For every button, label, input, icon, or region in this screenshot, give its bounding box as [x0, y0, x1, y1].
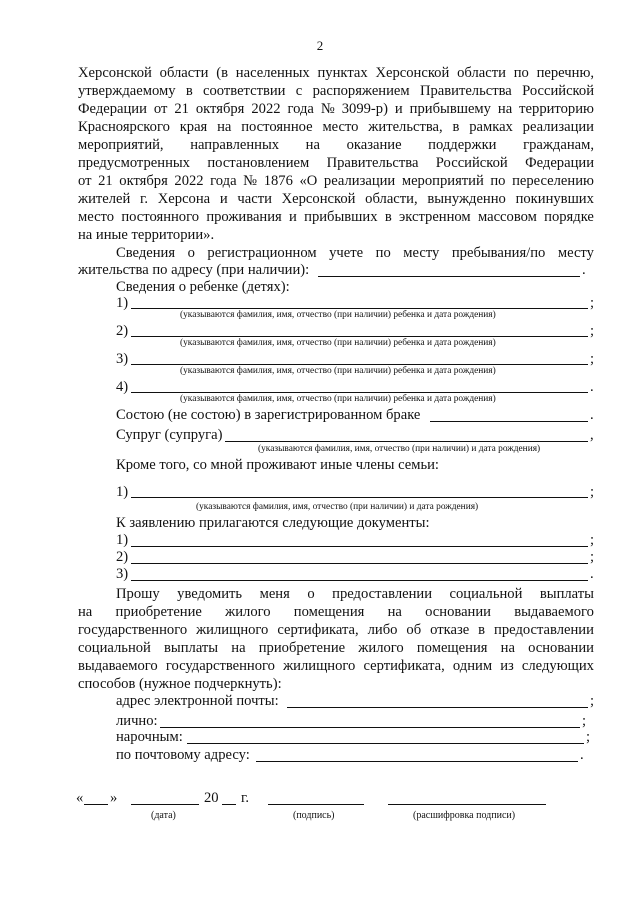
word: (в: [216, 65, 228, 81]
word: реализации: [522, 119, 594, 135]
word: Херсона: [157, 191, 211, 207]
word: приобретение: [258, 640, 346, 656]
word: жилого: [358, 640, 404, 656]
word: Правительства: [419, 83, 512, 99]
word: уведомить: [177, 586, 243, 602]
word: №: [320, 101, 335, 117]
word: населенных: [235, 65, 310, 81]
word: на: [500, 640, 515, 656]
para1-line-3: [78, 102, 594, 117]
word: Херсонской: [78, 65, 152, 81]
child-3-field[interactable]: [131, 364, 588, 365]
word: жителей: [78, 191, 131, 207]
word: жилищного: [283, 658, 356, 674]
method-courier-end: ;: [586, 729, 591, 745]
word: месту: [403, 245, 440, 261]
word: на: [231, 640, 246, 656]
word: основании: [528, 640, 594, 656]
word: выплаты: [539, 586, 594, 602]
method-email-label: адрес электронной почты:: [116, 693, 279, 709]
child-3-caption: (указываются фамилия, имя, отчество (при наличии) ребенка и дата рождения): [180, 366, 496, 376]
word: о: [307, 586, 315, 602]
word: соответствии: [203, 83, 286, 99]
word: выдаваемого: [514, 604, 594, 620]
method-email-field[interactable]: [287, 707, 588, 708]
para1-line-4: [78, 120, 594, 135]
child-1-caption: (указываются фамилия, имя, отчество (при наличии) ребенка и дата рождения): [180, 310, 496, 320]
para1-line-1: [78, 66, 594, 81]
word: на: [305, 137, 320, 153]
child-2-caption: (указываются фамилия, имя, отчество (при наличии) ребенка и дата рождения): [180, 338, 496, 348]
word: выдаваемого: [78, 658, 158, 674]
child-2-field[interactable]: [131, 336, 588, 337]
word: Херсонской: [281, 191, 356, 207]
child-4-end: .: [590, 379, 594, 395]
word: учете: [329, 245, 364, 261]
word: Правительства: [326, 155, 419, 171]
word: Прошу: [116, 586, 160, 602]
word: социальной: [78, 640, 151, 656]
word: пребывания/по: [451, 245, 546, 261]
date-year-suffix: г.: [241, 790, 249, 806]
document-3-number: 3): [116, 566, 129, 582]
document-1-field[interactable]: [131, 546, 588, 547]
word: регистрационном: [207, 245, 317, 261]
word: области: [457, 65, 506, 81]
para1-line-7: [78, 174, 594, 189]
word: сертификата,: [277, 622, 359, 638]
page-number: 2: [316, 38, 324, 53]
child-1-number: 1): [116, 295, 129, 311]
word: покинувших: [515, 191, 594, 207]
word: Российской: [435, 155, 508, 171]
date-year-field[interactable]: [222, 804, 236, 805]
word: реализации: [323, 173, 396, 189]
word: 3099-р): [341, 101, 388, 117]
word: и: [289, 209, 297, 225]
word: проживания: [206, 209, 282, 225]
para1-line-8: [78, 192, 594, 207]
word: социальной: [449, 586, 523, 602]
word: Российской: [522, 83, 594, 99]
word: в: [185, 83, 193, 99]
word: приобретение: [115, 604, 202, 620]
word: Херсонской: [375, 65, 450, 81]
word: года: [210, 173, 237, 189]
document-2-number: 2): [116, 549, 129, 565]
word: экстренном: [399, 209, 471, 225]
word: либо: [367, 622, 398, 638]
document-3-field[interactable]: [131, 580, 588, 581]
word: сертификата,: [363, 658, 445, 674]
document-3-end: .: [590, 566, 594, 582]
word: в: [384, 209, 392, 225]
word: основании: [425, 604, 491, 620]
spouse-caption: (указываются фамилия, имя, отчество (при наличии) и дата рождения): [258, 444, 541, 454]
child-4-caption: (указываются фамилия, имя, отчество (при наличии) ребенка и дата рождения): [180, 394, 496, 404]
word: утверждаемому: [78, 83, 176, 99]
document-1-end: ;: [590, 532, 595, 548]
family-1-end: ;: [590, 484, 595, 500]
word: с: [295, 83, 303, 99]
family-caption: (указываются фамилия, имя, отчество (при наличии) и дата рождения): [196, 502, 479, 512]
word: поддержки: [428, 137, 497, 153]
method-email-end: ;: [590, 693, 595, 709]
word: помещения: [293, 604, 365, 620]
word: на: [217, 119, 232, 135]
signature-caption: (подпись): [293, 810, 335, 821]
word: и: [219, 191, 228, 207]
document-2-field[interactable]: [131, 563, 588, 564]
word: части: [237, 191, 272, 207]
method-post-end: .: [580, 747, 584, 763]
notify-line-2: [78, 605, 594, 620]
word: следующих: [521, 658, 594, 674]
word: «О: [299, 173, 318, 189]
family-1-field[interactable]: [131, 497, 588, 498]
date-quote-open: «: [76, 790, 84, 806]
document-1-number: 1): [116, 532, 129, 548]
date-quote-close: »: [110, 790, 118, 806]
documents-heading: К заявлению прилагаются следующие документы:: [116, 515, 430, 531]
date-year-prefix: 20: [204, 790, 219, 806]
word: в: [478, 622, 486, 638]
word: гражданам,: [523, 137, 594, 153]
method-in-person-field[interactable]: [160, 727, 580, 728]
para1-line-9: [78, 210, 594, 225]
date-caption: (дата): [151, 810, 176, 821]
registration-end: .: [582, 262, 586, 278]
word: меня: [259, 586, 290, 602]
word: порядке: [544, 209, 594, 225]
word: вынужденно: [427, 191, 506, 207]
child-1-field[interactable]: [131, 308, 588, 309]
word: Федерации: [78, 101, 147, 117]
word: перечню,: [536, 65, 594, 81]
para1-line-6: [78, 156, 594, 171]
word: жительства,: [368, 119, 443, 135]
word: жилищного: [196, 622, 269, 638]
notify-last-line: способов (нужное подчеркнуть):: [78, 676, 282, 692]
word: по: [375, 245, 391, 261]
word: постоянного: [121, 209, 200, 225]
spouse-label: Супруг (супруга): [116, 427, 223, 443]
method-post-label: по почтовому адресу:: [116, 747, 250, 763]
word: направленных: [190, 137, 280, 153]
child-3-end: ;: [590, 351, 595, 367]
decode-caption: (расшифровка подписи): [413, 810, 516, 821]
word: на: [497, 101, 513, 117]
notify-line-3: [78, 623, 594, 638]
word: края: [179, 119, 208, 135]
signature-decode-field[interactable]: [388, 804, 546, 805]
para1-line-2: [78, 84, 594, 99]
word: октября: [119, 173, 168, 189]
method-courier-label: нарочным:: [116, 729, 183, 745]
word: и: [394, 101, 403, 117]
word: прибывшему: [409, 101, 491, 117]
word: помещения: [416, 640, 488, 656]
word: года: [287, 101, 314, 117]
child-1-end: ;: [590, 295, 595, 311]
method-in-person-end: ;: [582, 713, 587, 729]
registration-address-field[interactable]: [318, 276, 580, 277]
word: 2022: [251, 101, 281, 117]
word: об: [406, 622, 422, 638]
word: области,: [365, 191, 418, 207]
notify-line-1: [116, 587, 594, 602]
word: распоряжением: [312, 83, 410, 99]
word: мероприятий: [401, 173, 484, 189]
word: о: [187, 245, 195, 261]
registration-label: жительства по адресу (при наличии):: [78, 262, 310, 278]
word: 21: [98, 173, 113, 189]
word: Красноярского: [78, 119, 170, 135]
word: 21: [174, 101, 189, 117]
word: мероприятий,: [78, 137, 164, 153]
word: 1876: [263, 173, 293, 189]
marriage-label: Состою (не состою) в зарегистрированном браке: [116, 407, 421, 423]
word: предоставлении: [332, 586, 433, 602]
date-day-field[interactable]: [84, 804, 108, 805]
word: месту: [557, 245, 594, 261]
signature-field[interactable]: [268, 804, 364, 805]
child-2-end: ;: [590, 323, 595, 339]
word: переселению: [512, 173, 594, 189]
word: одним: [452, 658, 493, 674]
word: на: [387, 604, 402, 620]
word: рамках: [469, 119, 513, 135]
child-2-number: 2): [116, 323, 129, 339]
notify-line-5: [78, 659, 594, 674]
marriage-end: .: [590, 407, 594, 423]
notify-line-4: [78, 641, 594, 656]
word: в: [452, 119, 460, 135]
word: прибывших: [304, 209, 378, 225]
word: постановлением: [207, 155, 310, 171]
family-1-number: 1): [116, 484, 129, 500]
child-3-number: 3): [116, 351, 129, 367]
spouse-field[interactable]: [225, 441, 588, 442]
child-4-number: 4): [116, 379, 129, 395]
method-post-field[interactable]: [256, 761, 578, 762]
method-in-person-label: лично:: [116, 713, 158, 729]
word: Федерации: [525, 155, 594, 171]
word: 2022: [174, 173, 204, 189]
method-courier-field[interactable]: [187, 743, 584, 744]
word: оказание: [346, 137, 402, 153]
word: из: [500, 658, 514, 674]
word: территорию: [519, 101, 594, 117]
family-heading: Кроме того, со мной проживают иные члены семьи:: [116, 457, 439, 473]
word: по: [513, 65, 529, 81]
spouse-end: ,: [590, 427, 594, 443]
para1-line-5: [78, 138, 594, 153]
word: пунктах: [317, 65, 368, 81]
word: место: [322, 119, 359, 135]
document-2-end: ;: [590, 549, 595, 565]
word: государственного: [165, 658, 275, 674]
word: по: [490, 173, 506, 189]
word: предусмотренных: [78, 155, 190, 171]
word: место: [78, 209, 115, 225]
registration-line-1: [116, 246, 594, 261]
word: №: [243, 173, 258, 189]
word: области: [159, 65, 209, 81]
word: г.: [140, 191, 149, 207]
children-heading: Сведения о ребенке (детях):: [116, 279, 290, 295]
word: от: [78, 173, 92, 189]
child-4-field[interactable]: [131, 392, 588, 393]
date-month-field[interactable]: [131, 804, 199, 805]
word: жилого: [225, 604, 271, 620]
marriage-field[interactable]: [430, 421, 588, 422]
word: отказе: [430, 622, 470, 638]
word: выплаты: [164, 640, 219, 656]
word: постоянное: [241, 119, 313, 135]
word: государственного: [78, 622, 188, 638]
word: предоставлении: [494, 622, 594, 638]
para1-last-line: на иные территории».: [78, 227, 215, 243]
word: от: [153, 101, 168, 117]
word: Сведения: [116, 245, 176, 261]
word: октября: [195, 101, 245, 117]
word: на: [78, 604, 93, 620]
word: массовом: [477, 209, 537, 225]
